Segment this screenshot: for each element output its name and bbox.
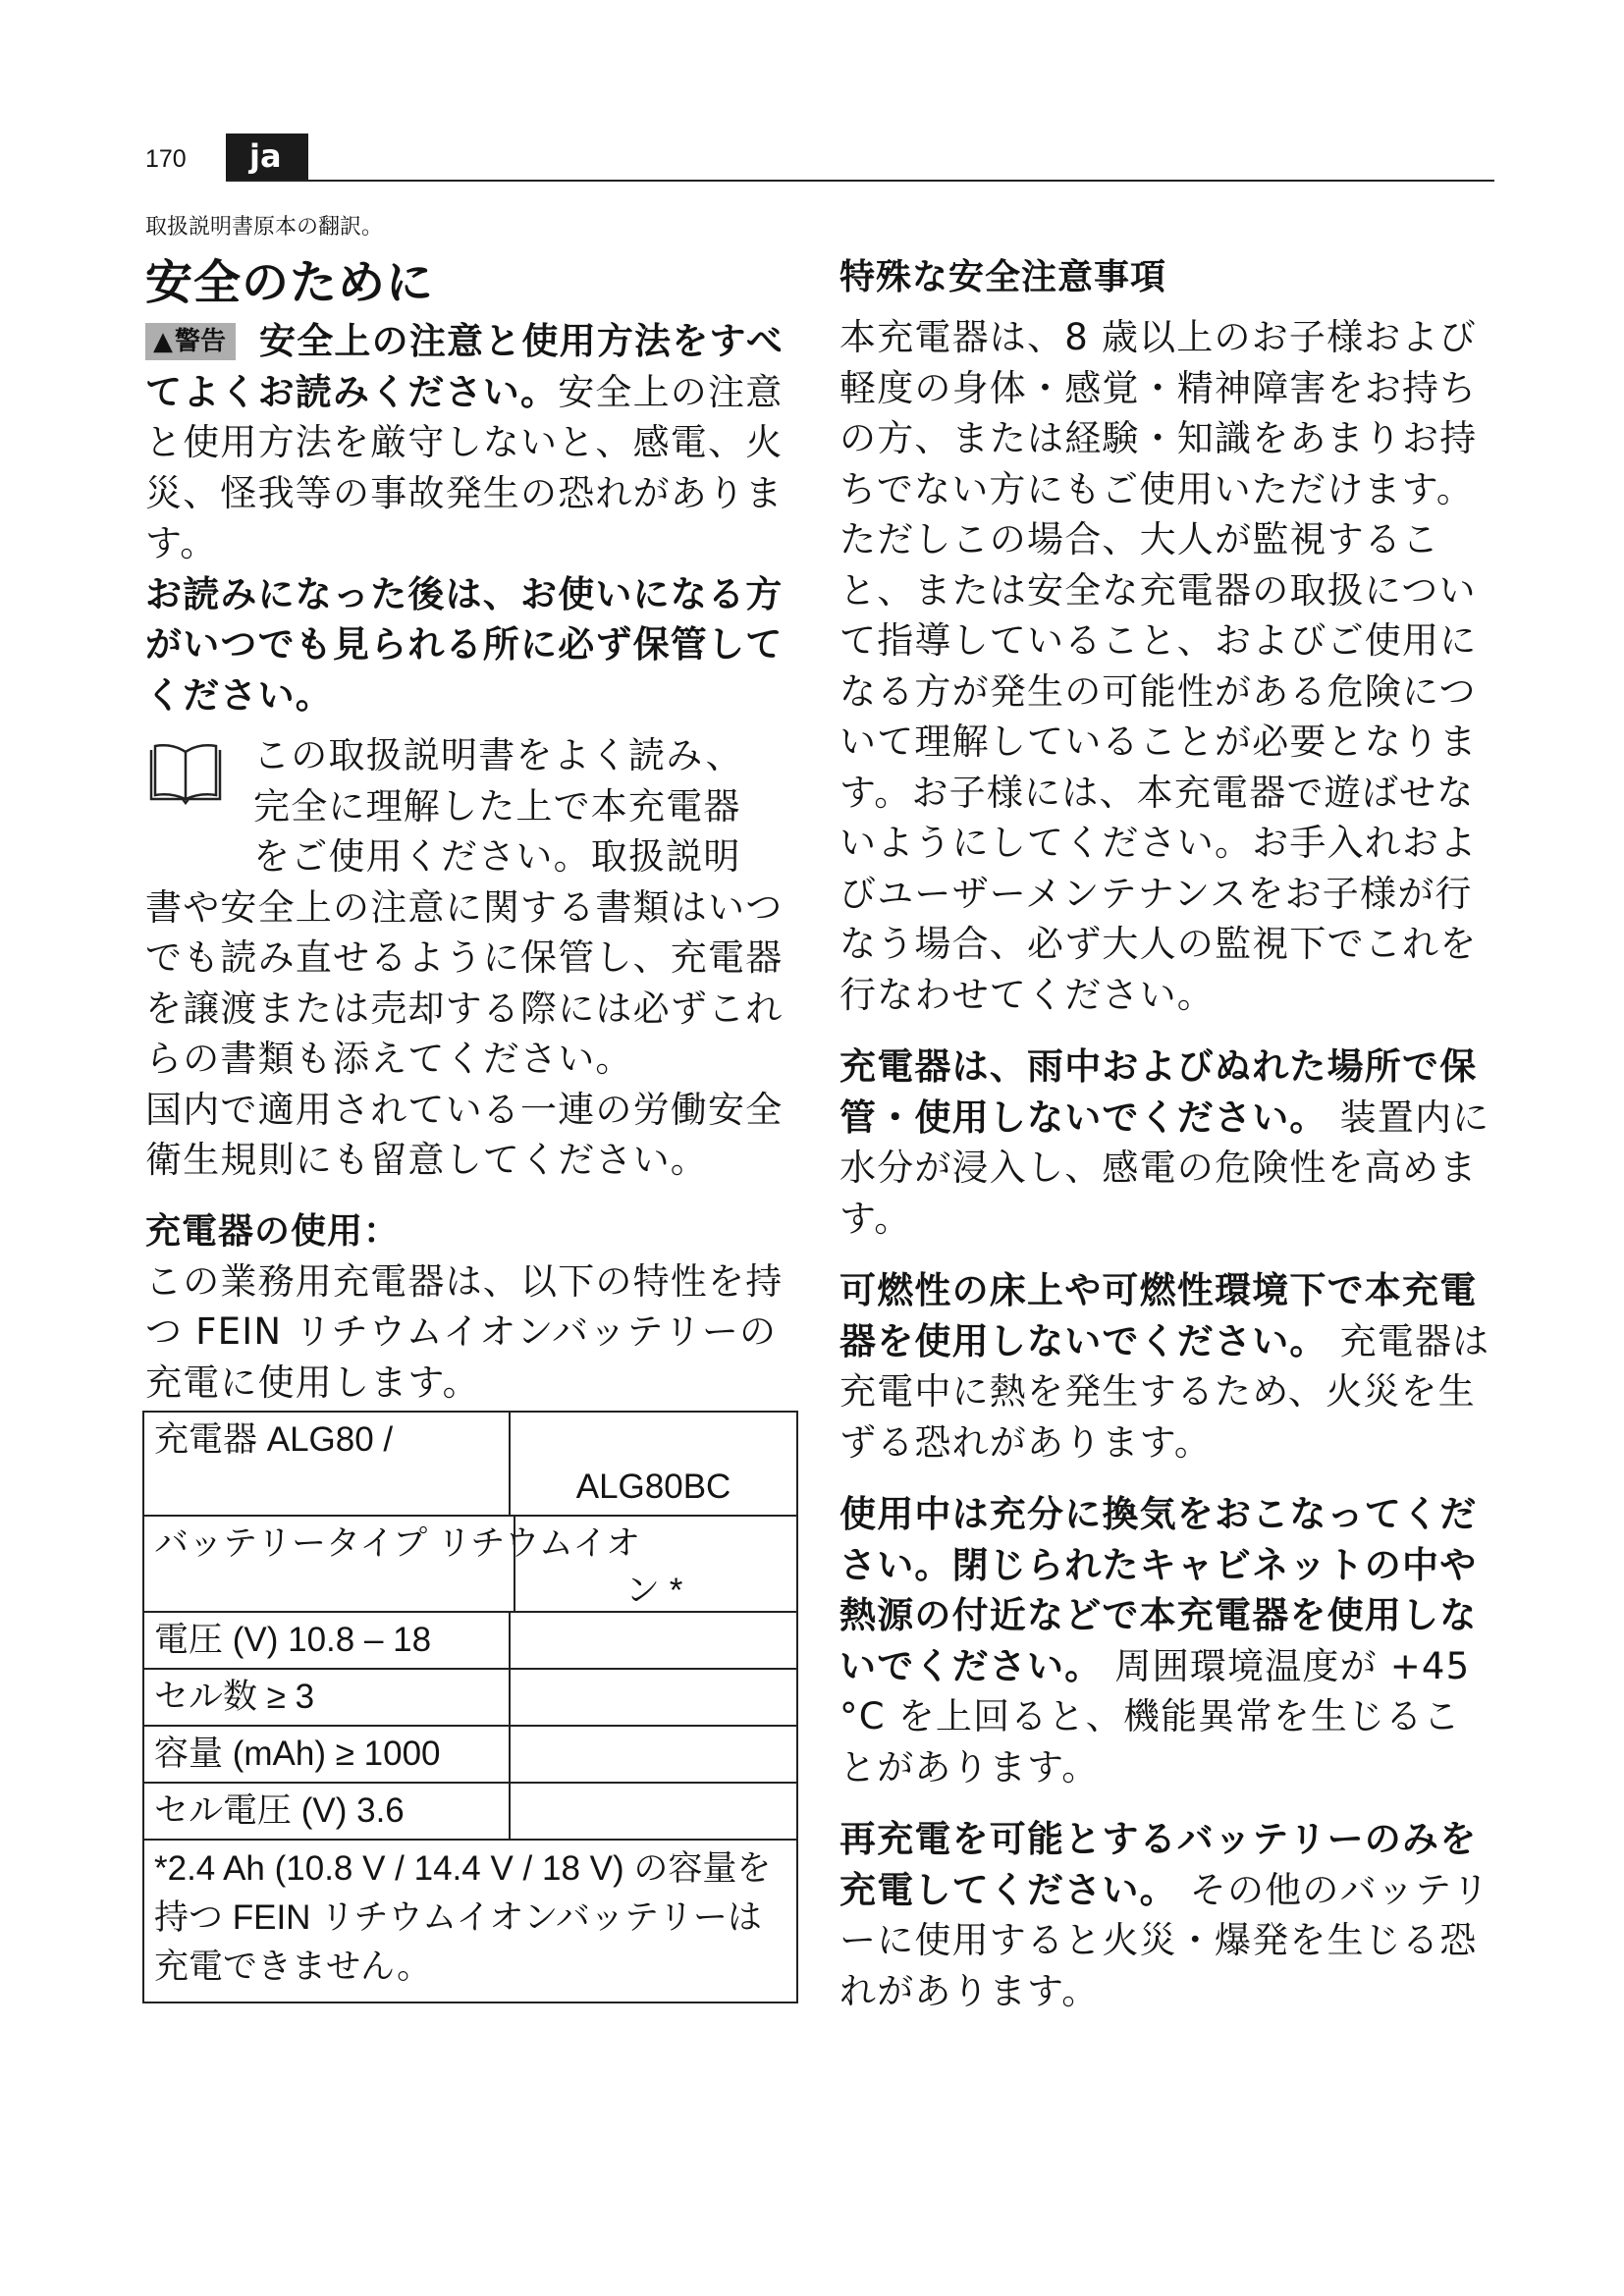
read-manual-block [145, 730, 793, 1085]
flammable-warning-paragraph [839, 1265, 1497, 1468]
language-tab [226, 133, 308, 181]
right-column [839, 253, 1497, 2016]
table-row [143, 1612, 797, 1669]
table-cell-label: セル電圧 (V) 3.6 [143, 1783, 510, 1840]
rain-warning-bold: 充電器は、雨中およびぬれた場所で保管・使用しないでください。 [839, 1045, 1478, 1139]
table-cell-value [510, 1783, 797, 1840]
section-title: 安全のために [145, 255, 435, 310]
warning-badge [145, 323, 236, 360]
warning-badge-label: 警告 [175, 327, 227, 356]
flammable-warning-text: 充電器は充電中に熱を発生するため、火災を生ずる恐れがあります。 [839, 1319, 1490, 1464]
table-cell-label: 充電器 ALG80 / [143, 1412, 510, 1516]
rechargeable-warning-bold: 再充電を可能とするバッテリーのみを充電してください。 [839, 1818, 1478, 1911]
warning-triangle-icon: ▲ [153, 327, 173, 356]
language-code: ja [249, 137, 282, 175]
table-row [143, 1516, 797, 1612]
flammable-warning-bold: 可燃性の床上や可燃性環境下で本充電器を使用しないでください。 [839, 1269, 1478, 1362]
table-row [143, 1726, 797, 1783]
usage-heading: 充電器の使用： [145, 1210, 401, 1252]
translation-note: 取扱説明書原本の翻訳。 [145, 215, 384, 240]
usage-text: この業務用充電器は、以下の特性を持つ FEIN リチウムイオンバッテリーの充電に使用します。 [145, 1259, 784, 1404]
rechargeable-warning-text: その他のバッテリーに使用すると火災・爆発を生じる恐れがあります。 [839, 1868, 1490, 2012]
table-cell-label: 容量 (mAh) ≥ 1000 [143, 1726, 510, 1783]
book-rest-text: 書や安全上の注意に関する書類はいつでも読み直せるように保管し、充電器を譲渡または売却する際には必ずこれらの書類も添えてください。 [145, 885, 784, 1080]
table-cell-value [510, 1669, 797, 1726]
table-row [143, 1840, 797, 2002]
book-line-2: 完全に理解した上で本充電器 [253, 784, 741, 828]
header-rule [226, 180, 1494, 182]
table-cell-merged [143, 1516, 797, 1612]
left-column [145, 253, 793, 1408]
rechargeable-warning-paragraph [839, 1814, 1497, 2016]
rain-warning-text: 装置内に水分が浸入し、感電の危険性を高めます。 [839, 1095, 1490, 1240]
table-cell-label: セル数 ≥ 3 [143, 1669, 510, 1726]
book-icon [145, 740, 226, 807]
table-cell-value: ALG80BC [510, 1412, 797, 1516]
page-number: 170 [145, 145, 187, 173]
warning-paragraph [145, 316, 793, 569]
special-safety-heading: 特殊な安全注意事項 [839, 257, 1167, 297]
warning-bold-text: 安全上の注意と使用方法をすべてよくお読みください。 [145, 320, 785, 413]
book-line-3: をご使用ください。取扱説明 [253, 835, 741, 878]
book-line-1: この取扱説明書をよく読み、 [253, 734, 743, 776]
spec-table [142, 1411, 798, 2003]
regulations-text: 国内で適用されている一連の労働安全衛生規則にも留意してください。 [145, 1088, 784, 1181]
ventilation-warning-paragraph [839, 1489, 1497, 1792]
warning-text: 安全上の注意と使用方法を厳守しないと、感電、火災、怪我等の事故発生の恐れがあります。 [145, 370, 784, 564]
table-row [143, 1783, 797, 1840]
keep-manual-text: お読みになった後は、お使いになる方がいつでも見られる所に必ず保管してください。 [145, 572, 784, 717]
table-row [143, 1669, 797, 1726]
table-cell-label: 電圧 (V) 10.8 – 18 [143, 1612, 510, 1669]
table-cell-value [510, 1726, 797, 1783]
table-row [143, 1412, 797, 1516]
table-cell-label: バッテリータイプ リチウムイオ [154, 1524, 641, 1563]
table-footnote: *2.4 Ah (10.8 V / 14.4 V / 18 V) の容量を持つ FEIN リチウムイオンバッテリーは充電できません。 [143, 1840, 797, 2002]
rain-warning-paragraph [839, 1041, 1497, 1244]
ventilation-warning-bold: 使用中は充分に換気をおこなってください。閉じられたキャビネットの中や熱源の付近などで本充電器を使用しないでください。 [839, 1493, 1478, 1687]
table-cell-value [510, 1612, 797, 1669]
children-safety-text: 本充電器は、8 歳以上のお子様および軽度の身体・感覚・精神障害をお持ちの方、または経験・知識をあまりお持ちでない方にもご使用いただけます。ただしこの場合、大人が監視すること、または安全な充電器の取扱について指導していること、およびご使用になる方が発生の可能性がある危険について理解していることが必要となります。お子様には、本充電器で遊ばせないようにしてください。お手入れおよびユーザーメンテナンスをお子様が行なう場合、必ず大人の監視下でこれを行なわせてください。 [839, 316, 1478, 1016]
table-divider [514, 1517, 515, 1611]
ventilation-warning-text: 周囲環境温度が +45 °C を上回ると、機能異常を生じることがあります。 [839, 1644, 1471, 1789]
table-cell-value: ン * [625, 1572, 683, 1610]
